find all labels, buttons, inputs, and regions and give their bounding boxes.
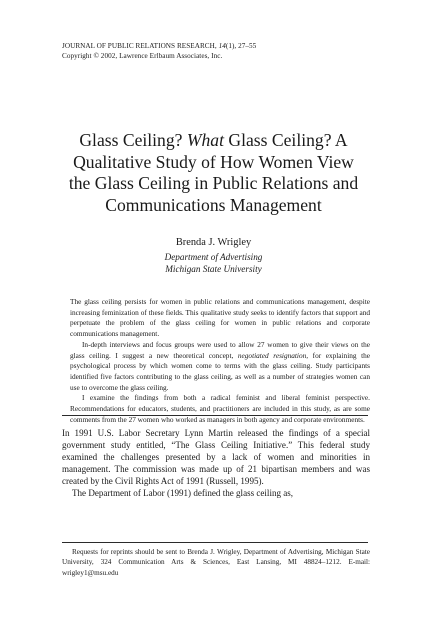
title-line-3: the Glass Ceiling in Public Relations and	[68, 173, 359, 193]
body-paragraph-2: The Department of Labor (1991) defined the glass ceiling as,	[72, 488, 294, 499]
abstract-paragraph-1: The glass ceiling persists for women in public relations and communications management, despite increasing feminization of these fields. This qualitative study seeks to identify factors that support and perpetuate the problem of the glass ceiling for women in public relations and corporate communications management.	[70, 297, 370, 339]
title-line-1: Glass Ceiling? What Glass Ceiling? A	[79, 130, 348, 150]
author-name: Brenda J. Wrigley	[175, 237, 252, 248]
title-line-2: Qualitative Study of How Women View	[73, 151, 354, 172]
abstract-paragraph-2: In-depth interviews and focus groups were used to allow 27 women to give their views on the glass ceiling. I suggest a new theoretical concept, negotiated resignation, for explaining the psychological process by which women come to terms with the glass ceiling. Study participants identified five factors contributing to the glass ceiling, as well as a number of strategies women can use to overcome the glass ceiling.	[70, 339, 371, 392]
abstract	[70, 297, 370, 425]
author-department: Department of Advertising	[164, 252, 263, 262]
copyright-line: Copyright © 2002, Lawrence Erlbaum Associates, Inc.	[62, 52, 223, 60]
journal-citation: JOURNAL OF PUBLIC RELATIONS RESEARCH, 14(1), 27–55	[62, 42, 257, 50]
body-text	[62, 427, 370, 500]
reprint-request-note: Requests for reprints should be sent to Brenda J. Wrigley, Department of Advertising, Michigan State University, 324 Communication Arts & Sciences, East Lansing, MI 48824–1212. E-mail: wrigley1@msu.edu	[62, 548, 370, 577]
abstract-divider	[62, 415, 368, 416]
footnote	[62, 547, 370, 578]
author-affiliation	[0, 251, 427, 275]
key-term: negotiated resignation,	[237, 350, 309, 360]
footnote-divider	[62, 542, 368, 543]
body-paragraph-1: In 1991 U.S. Labor Secretary Lynn Martin released the findings of a special government study entitled, “The Glass Ceiling Initiative.” This federal study examined the challenges presented by a lack of women and minorities in management. The commission was made up of 21 bipartisan members and was created by the Civil Rights Act of 1991 (Russell, 1995).	[62, 428, 370, 487]
title-line-4: Communications Management	[105, 194, 322, 215]
running-head	[62, 41, 392, 61]
article-title	[30, 130, 397, 216]
title-emphasis: What	[186, 130, 224, 150]
volume-number: 14	[218, 42, 226, 50]
abstract-paragraph-3: I examine the findings from both a radical feminist and liberal feminist perspective. Recommendations for educators, students, and practitioners are included in this study, as are some comments from the 27 women who worked as managers in both agency and corporate environments.	[70, 393, 370, 424]
author-university: Michigan State University	[165, 264, 262, 274]
